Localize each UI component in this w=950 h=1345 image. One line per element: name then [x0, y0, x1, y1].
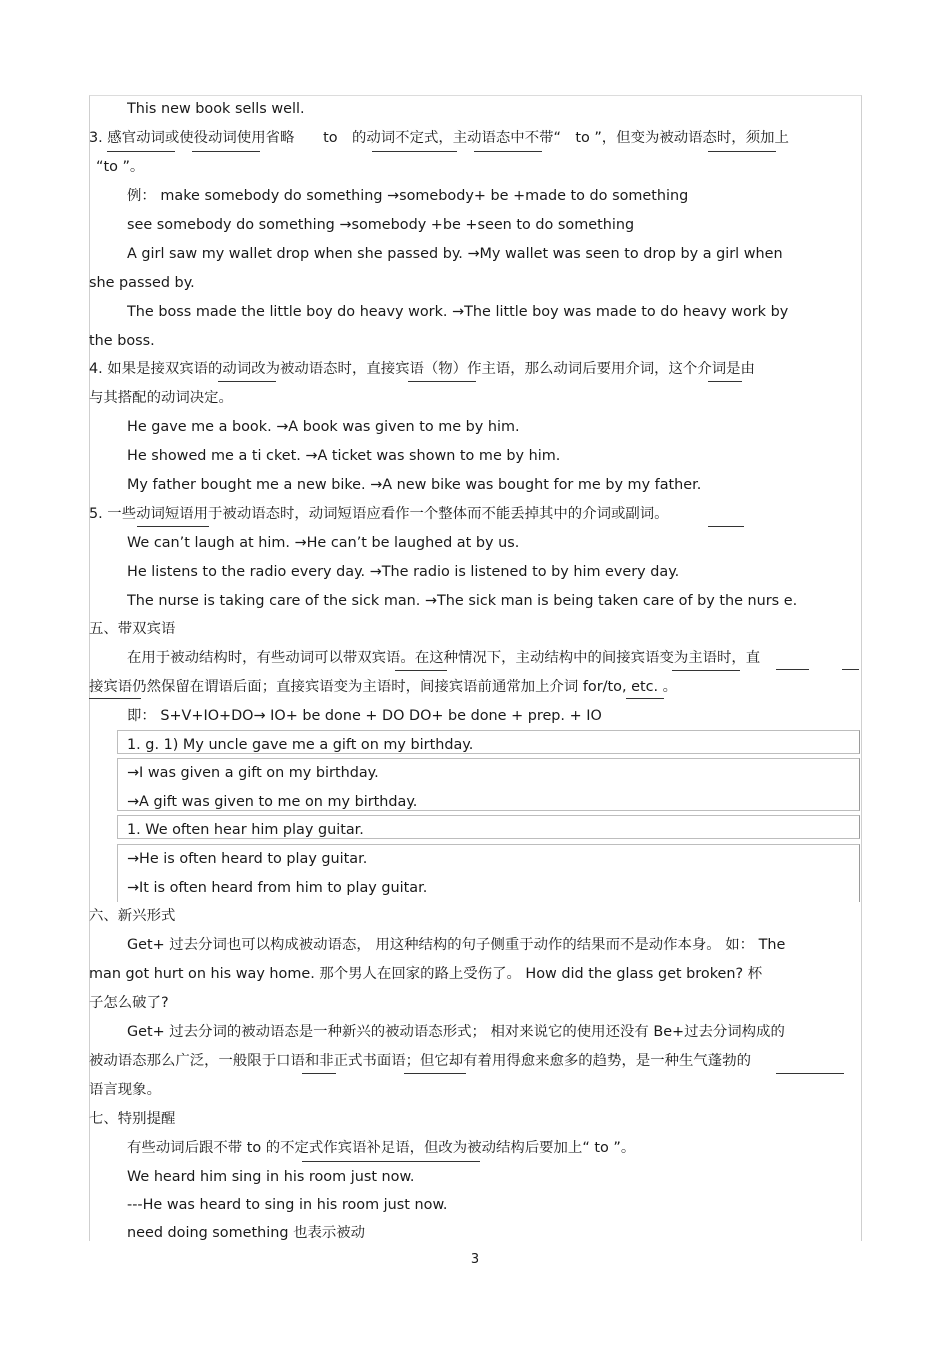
text-line: →He is often heard to play guitar. [127, 851, 368, 867]
underline-mark [672, 670, 740, 671]
text-line: 接宾语仍然保留在谓语后面；直接宾语变为主语时，间接宾语前通常加上介词 for/to, etc. 。 [89, 679, 678, 695]
text-line: A girl saw my wallet drop when she passed by. →My wallet was seen to drop by a girl when [127, 246, 783, 262]
text-line: Get+ 过去分词的被动语态是一种新兴的被动语态形式； 相对来说它的使用还没有 Be+过去分词构成的 [127, 1024, 785, 1040]
underline-mark [89, 698, 141, 699]
text-line: The nurse is taking care of the sick man. →The sick man is being taken care of by the nurs e. [127, 593, 798, 609]
text-line: “to ”。 [96, 159, 145, 175]
text-line: 3. 感官动词或使役动词使用省略 to 的动词不定式，主动语态中不带“ to ”，但变为被动语态时，须加上 [89, 130, 789, 146]
underline-mark [842, 669, 859, 670]
text-line: The boss made the little boy do heavy work. →The little boy was made to do heavy work by [127, 304, 789, 320]
text-line: 在用于被动结构时，有些动词可以带双宾语。在这种情况下，主动结构中的间接宾语变为主语时，直 [127, 650, 761, 666]
text-line: 子怎么破了? [89, 995, 169, 1011]
text-line: 有些动词后跟不带 to 的不定式作宾语补足语，但改为被动结构后要加上“ to ”。 [127, 1140, 636, 1156]
underline-mark [372, 151, 457, 152]
text-line: 1. g. 1) My uncle gave me a gift on my birthday. [127, 737, 474, 753]
text-line: 5. 一些动词短语用于被动语态时，动词短语应看作一个整体而不能丢掉其中的介词或副词。 [89, 506, 669, 522]
text-line: the boss. [89, 333, 155, 349]
underline-mark [708, 381, 742, 382]
text-line: she passed by. [89, 275, 195, 291]
text-line: 4. 如果是接双宾语的动词改为被动语态时，直接宾语（物）作主语，那么动词后要用介词，这个介词是由 [89, 361, 755, 377]
underline-mark [242, 381, 276, 382]
text-line: →I was given a gift on my birthday. [127, 765, 379, 781]
text-line: see somebody do something →somebody +be +seen to do something [127, 217, 635, 233]
underline-mark [776, 1073, 844, 1074]
underline-mark [302, 1161, 480, 1162]
text-line: My father bought me a new bike. →A new bike was bought for me by my father. [127, 477, 702, 493]
underline-mark [776, 669, 809, 670]
underline-mark [626, 698, 664, 699]
text-line: 即： S+V+IO+DO→ IO+ be done + DO DO+ be done + prep. + IO [127, 708, 602, 724]
text-line: We can’t laugh at him. →He can’t be laughed at by us. [127, 535, 520, 551]
text-line: 五、带双宾语 [89, 621, 176, 637]
underline-mark [395, 670, 447, 671]
underline-mark [708, 526, 744, 527]
text-line: 七、特别提醒 [89, 1111, 176, 1127]
text-line: 例： make somebody do something →somebody+ be +made to do something [127, 188, 689, 204]
text-line: He listens to the radio every day. →The radio is listened to by him every day. [127, 564, 680, 580]
text-line: Get+ 过去分词也可以构成被动语态， 用这种结构的句子侧重于动作的结果而不是动作本身。 如： The [127, 937, 786, 953]
text-line: He showed me a ti cket. →A ticket was shown to me by him. [127, 448, 561, 464]
text-line: We heard him sing in his room just now. [127, 1169, 415, 1185]
underline-mark [137, 526, 209, 527]
text-line: →It is often heard from him to play guitar. [127, 880, 428, 896]
text-line: 六、新兴形式 [89, 908, 176, 924]
underline-mark [708, 151, 776, 152]
underline-mark [192, 151, 260, 152]
text-line: 被动语态那么广泛，一般限于口语和非正式书面语；但它却有着用得愈来愈多的趋势，是一种生气蓬勃的 [89, 1053, 751, 1069]
underline-mark [107, 151, 175, 152]
underline-mark [404, 1073, 466, 1074]
text-line: need doing something 也表示被动 [127, 1225, 366, 1241]
text-line: →A gift was given to me on my birthday. [127, 794, 418, 810]
text-line: man got hurt on his way home. 那个男人在回家的路上受伤了。 How did the glass get broken? 杯 [89, 966, 763, 982]
text-line: 1. We often hear him play guitar. [127, 822, 364, 838]
underline-mark [408, 381, 476, 382]
text-line: ---He was heard to sing in his room just now. [127, 1197, 448, 1213]
text-line: He gave me a book. →A book was given to me by him. [127, 419, 520, 435]
text-line: 与其搭配的动词决定。 [89, 390, 233, 406]
underline-mark [474, 151, 542, 152]
text-line: 语言现象。 [89, 1082, 161, 1098]
page-number: 3 [470, 1252, 480, 1267]
underline-mark [302, 1073, 336, 1074]
text-line: This new book sells well. [127, 101, 305, 117]
